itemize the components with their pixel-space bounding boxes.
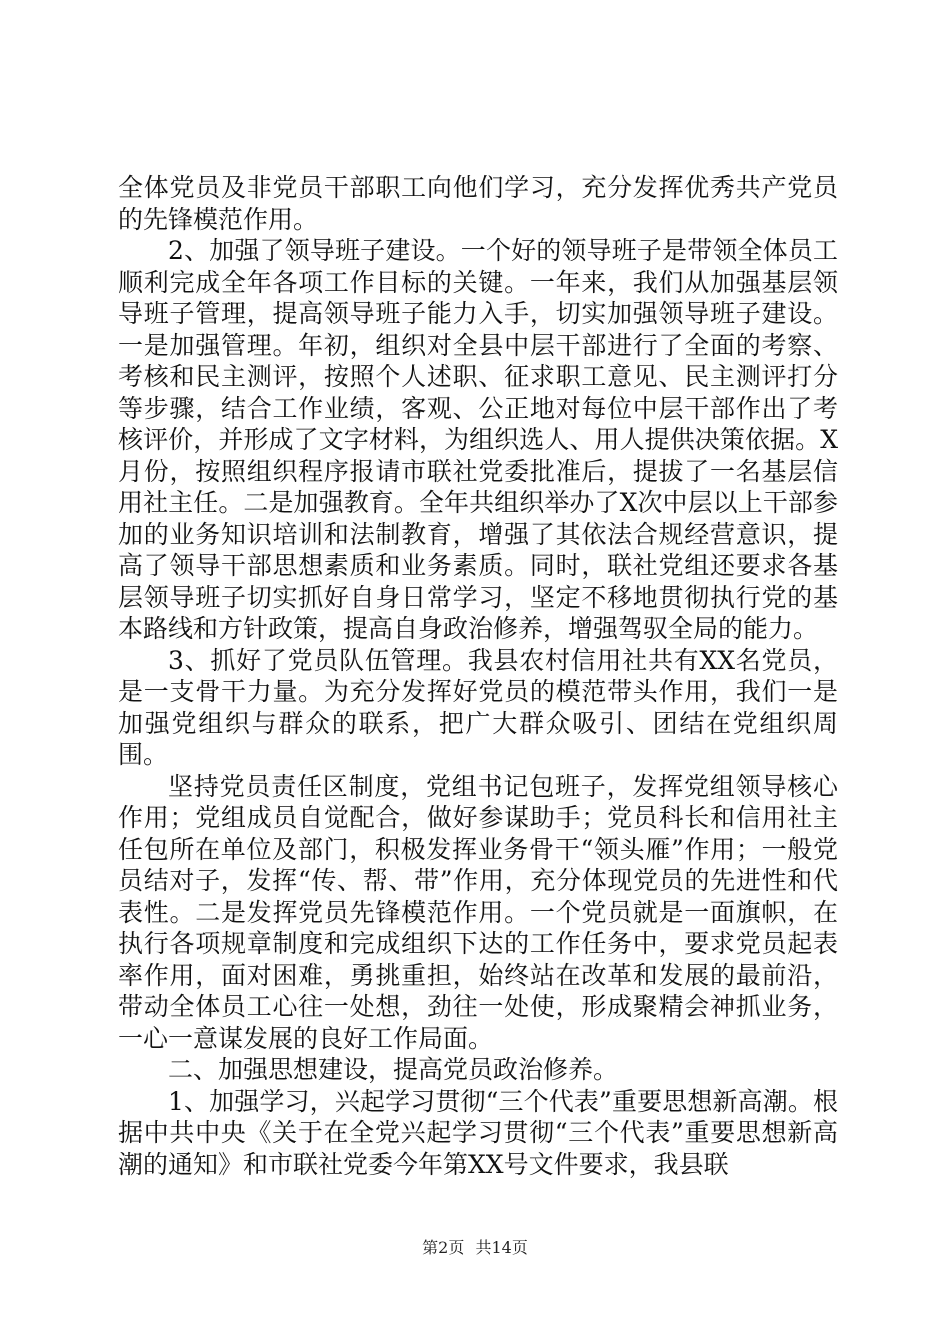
paragraph-6: 1、加强学习，兴起学习贯彻“三个代表”重要思想新高潮。根据中共中央《关于在全党兴起学习贯彻“三个代表”重要思想新高潮的通知》和市联社党委今年第XX号文件要求，我县联	[118, 1086, 838, 1179]
paragraph-3: 3、抓好了党员队伍管理。我县农村信用社共有XX名党员，是一支骨干力量。为充分发挥好党员的模范带头作用，我们一是加强党组织与群众的联系，把广大群众吸引、团结在党组织周围。	[118, 645, 838, 769]
paragraph-2: 2、加强了领导班子建设。一个好的领导班子是带领全体员工顺利完成全年各项工作目标的关键。一年来，我们从加强基层领导班子管理，提高领导班子能力入手，切实加强领导班子建设。一是加强管理。年初，组织对全县中层干部进行了全面的考察、考核和民主测评，按照个人述职、征求职工意见、民主测评打分等步骤，结合工作业绩，客观、公正地对每位中层干部作出了考核评价，并形成了文字材料，为组织选人、用人提供决策依据。X月份，按照组织程序报请市联社党委批准后，提拔了一名基层信用社主任。二是加强教育。全年共组织举办了X次中层以上干部参加的业务知识培训和法制教育，增强了其依法合规经营意识，提高了领导干部思想素质和业务素质。同时，联社党组还要求各基层领导班子切实抓好自身日常学习，坚定不移地贯彻执行党的基本路线和方针政策，提高自身政治修养，增强驾驭全局的能力。	[118, 236, 838, 643]
paragraph-1: 全体党员及非党员干部职工向他们学习，充分发挥优秀共产党员的先锋模范作用。	[118, 173, 838, 234]
document-body	[118, 172, 838, 1180]
page-total: 共14页	[475, 1238, 528, 1257]
section-heading: 二、加强思想建设，提高党员政治修养。	[168, 1055, 619, 1084]
paragraph-4: 坚持党员责任区制度，党组书记包班子，发挥党组领导核心作用；党组成员自觉配合，做好参谋助手；党员科长和信用社主任包所在单位及部门，积极发挥业务骨干“领头雁”作用；一般党员结对子，发挥“传、帮、带”作用，充分体现党员的先进性和代表性。二是发挥党员先锋模范作用。一个党员就是一面旗帜，在执行各项规章制度和完成组织下达的工作任务中，要求党员起表率作用，面对困难，勇挑重担，始终站在改革和发展的最前沿，带动全体员工心往一处想，劲往一处使，形成聚精会神抓业务，一心一意谋发展的良好工作局面。	[118, 771, 838, 1053]
page-footer	[0, 1238, 950, 1258]
page-number: 第2页	[422, 1238, 465, 1257]
